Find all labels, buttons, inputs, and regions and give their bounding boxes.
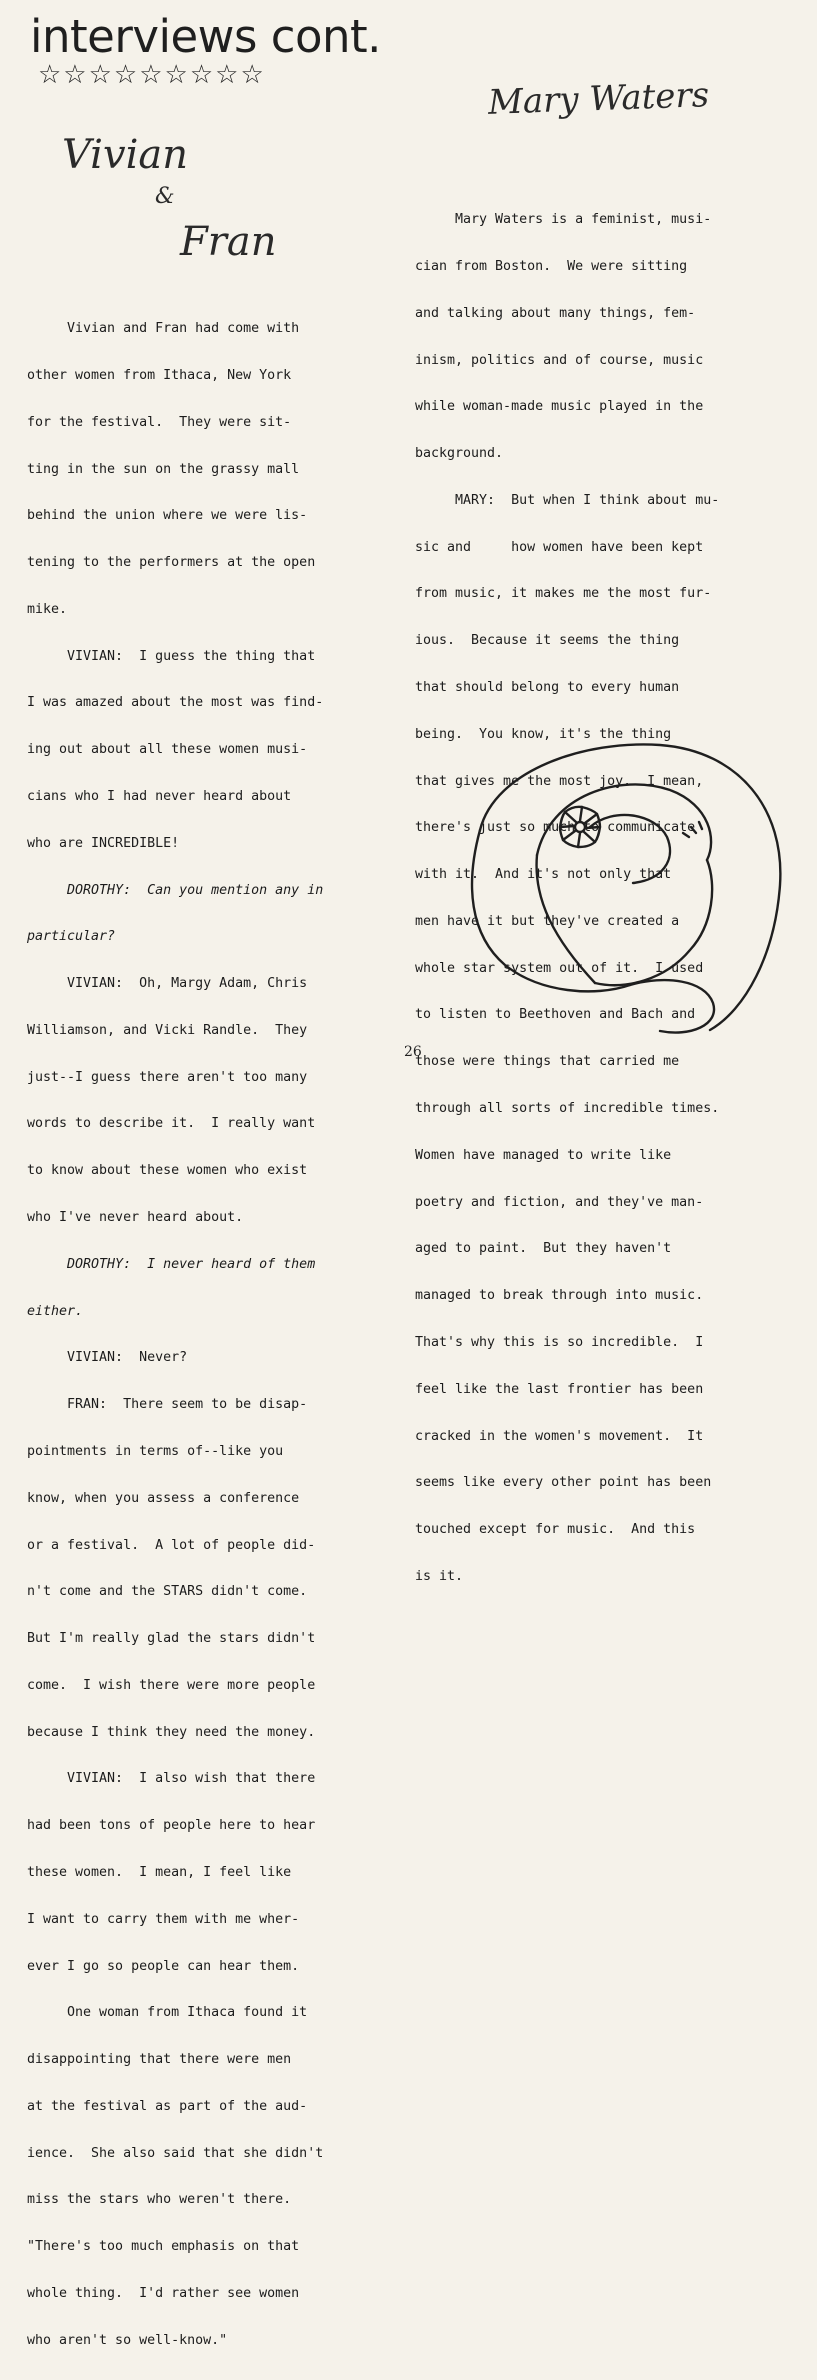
text-line: ious. Because it seems the thing bbox=[415, 633, 680, 649]
text-line: Women have managed to write like bbox=[415, 1147, 672, 1163]
text-line: is it. bbox=[415, 1568, 464, 1584]
text-line: VIVIAN: Never? bbox=[27, 1350, 188, 1366]
text-line: being. You know, it's the thing bbox=[415, 726, 672, 742]
text-line: n't come and the STARS didn't come. bbox=[27, 1584, 308, 1600]
text-line: men have it but they've created a bbox=[415, 913, 680, 929]
text-line: Vivian and Fran had come with bbox=[27, 321, 300, 337]
text-line: or a festival. A lot of people did- bbox=[27, 1537, 316, 1553]
text-line: who aren't so well-know." bbox=[27, 2332, 228, 2348]
text-line: to know about these women who exist bbox=[27, 1163, 308, 1179]
text-line: One woman from Ithaca found it bbox=[27, 2005, 308, 2021]
text-line: because I think they need the money. bbox=[27, 1724, 316, 1740]
line-drawing-illustration bbox=[455, 735, 790, 1040]
text-line: disappointing that there were men bbox=[27, 2052, 292, 2068]
text-line: feel like the last frontier has been bbox=[415, 1381, 704, 1397]
text-line: background. bbox=[415, 446, 504, 462]
text-line: that should belong to every human bbox=[415, 680, 680, 695]
text-line: who are INCREDIBLE! bbox=[27, 835, 180, 851]
section-title: interviews cont. bbox=[30, 10, 381, 63]
text-line: pointments in terms of--like you bbox=[27, 1443, 284, 1459]
text-line: sic and how women have been kept bbox=[415, 539, 704, 555]
handwritten-title-vivian: Vivian bbox=[62, 132, 188, 178]
text-line: who I've never heard about. bbox=[27, 1210, 244, 1226]
text-line: cians who I had never heard about bbox=[27, 789, 292, 804]
text-line: come. I wish there were more people bbox=[27, 1677, 316, 1693]
interviewer-question-line: DOROTHY: Can you mention any in bbox=[27, 882, 324, 898]
text-line: with it. And it's not only that bbox=[415, 867, 672, 883]
text-line: words to describe it. I really want bbox=[27, 1116, 316, 1132]
text-line: just--I guess there aren't too many bbox=[27, 1069, 308, 1085]
text-line: other women from Ithaca, New York bbox=[27, 367, 292, 383]
star-row-decoration: ☆☆☆☆☆☆☆☆☆ bbox=[38, 60, 266, 90]
text-line: touched except for music. And this bbox=[415, 1522, 696, 1538]
text-line: to listen to Beethoven and Bach and bbox=[415, 1007, 696, 1023]
text-line: MARY: But when I think about mu- bbox=[415, 492, 720, 508]
text-line: miss the stars who weren't there. bbox=[27, 2192, 292, 2208]
text-line: That's why this is so incredible. I bbox=[415, 1334, 704, 1350]
page-number: 26 bbox=[404, 1044, 422, 1060]
text-line: that gives me the most joy. I mean, bbox=[415, 773, 704, 789]
text-line: tening to the performers at the open bbox=[27, 555, 316, 571]
interviewer-question-line: either. bbox=[27, 1303, 84, 1319]
left-column-text bbox=[27, 290, 323, 2380]
text-line: behind the union where we were lis- bbox=[27, 508, 308, 524]
text-line: VIVIAN: Oh, Margy Adam, Chris bbox=[27, 976, 308, 992]
text-line: But I'm really glad the stars didn't bbox=[27, 1631, 316, 1647]
text-line: whole star system out of it. I used bbox=[415, 960, 704, 976]
text-line: ever I go so people can hear them. bbox=[27, 1958, 300, 1974]
text-line: managed to break through into music. bbox=[415, 1288, 704, 1304]
text-line: cian from Boston. We were sitting bbox=[415, 258, 688, 274]
text-line: ing out about all these women musi- bbox=[27, 742, 308, 758]
text-line: there's just so much to communicate bbox=[415, 820, 696, 836]
text-line: through all sorts of incredible times. bbox=[415, 1101, 720, 1117]
text-line: FRAN: There seem to be disap- bbox=[27, 1397, 308, 1413]
handwritten-title-mary-waters: Mary Waters bbox=[487, 75, 710, 123]
text-line: VIVIAN: I guess the thing that bbox=[27, 648, 316, 664]
handwritten-ampersand: & bbox=[155, 184, 175, 209]
text-line: these women. I mean, I feel like bbox=[27, 1864, 292, 1880]
text-line: for the festival. They were sit- bbox=[27, 414, 292, 430]
text-line: from music, it makes me the most fur- bbox=[415, 586, 712, 602]
text-line: ting in the sun on the grassy mall bbox=[27, 461, 300, 477]
text-line: cracked in the women's movement. It bbox=[415, 1428, 704, 1444]
text-line: whole thing. I'd rather see women bbox=[27, 2286, 300, 2301]
text-line: poetry and fiction, and they've man- bbox=[415, 1194, 704, 1210]
text-line: "There's too much emphasis on that bbox=[27, 2239, 300, 2255]
interviewer-question-line: particular? bbox=[27, 929, 116, 945]
text-line: those were things that carried me bbox=[415, 1054, 680, 1070]
text-line: I was amazed about the most was find- bbox=[27, 695, 324, 711]
text-line: while woman-made music played in the bbox=[415, 399, 704, 415]
text-line: had been tons of people here to hear bbox=[27, 1818, 316, 1834]
text-line: I want to carry them with me wher- bbox=[27, 1911, 300, 1927]
text-line: aged to paint. But they haven't bbox=[415, 1241, 672, 1257]
text-line: Williamson, and Vicki Randle. They bbox=[27, 1022, 308, 1038]
handwritten-title-fran: Fran bbox=[180, 219, 277, 265]
text-line: inism, politics and of course, music bbox=[415, 352, 704, 368]
text-line: at the festival as part of the aud- bbox=[27, 2098, 308, 2114]
text-line: ience. She also said that she didn't bbox=[27, 2145, 324, 2161]
text-line: seems like every other point has been bbox=[415, 1475, 712, 1491]
text-line: Mary Waters is a feminist, musi- bbox=[415, 212, 712, 228]
text-line: and talking about many things, fem- bbox=[415, 305, 696, 321]
text-line: know, when you assess a conference bbox=[27, 1490, 300, 1506]
text-line: VIVIAN: I also wish that there bbox=[27, 1771, 316, 1787]
text-line: mike. bbox=[27, 601, 68, 617]
interviewer-question-line: DOROTHY: I never heard of them bbox=[27, 1256, 316, 1272]
